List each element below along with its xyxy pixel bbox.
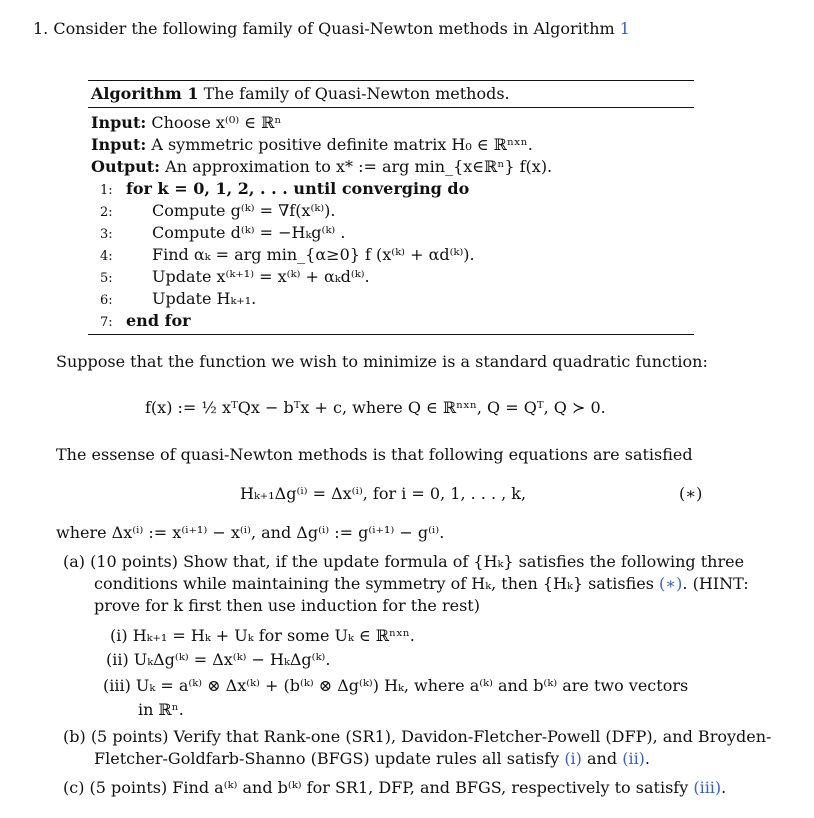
step-text: end for [126, 311, 191, 330]
algorithm-step-1 [100, 179, 469, 198]
part-b-line-1: (b) (5 points) Verify that Rank-one (SR1), Davidon-Fletcher-Powell (DFP), and Broyden- [63, 727, 772, 746]
algorithm-output [91, 157, 552, 176]
algorithm-bottom-rule [88, 334, 694, 335]
algorithm-label: Algorithm 1 [91, 84, 199, 103]
algorithm-step-7 [100, 311, 191, 330]
part-c-line-1 [63, 778, 726, 797]
part-b-and: and [587, 749, 618, 768]
step-text: Compute d⁽ᵏ⁾ = −Hₖg⁽ᵏ⁾ . [152, 223, 346, 242]
condition-ii-ref-link[interactable]: (ii) [622, 749, 645, 768]
problem-intro [33, 19, 630, 38]
input-text: A symmetric positive definite matrix H₀ ∈ ℝⁿˣⁿ. [151, 135, 533, 154]
condition-iii-ref-link[interactable]: (iii) [693, 778, 722, 797]
condition-ii: (ii) UₖΔg⁽ᵏ⁾ = Δx⁽ᵏ⁾ − HₖΔg⁽ᵏ⁾. [106, 650, 331, 669]
step-number: 2: [100, 205, 113, 220]
quadratic-equation: f(x) := ½ xᵀQx − bᵀx + c, where Q ∈ ℝⁿˣⁿ, Q = Qᵀ, Q ≻ 0. [145, 398, 606, 417]
step-text: Find αₖ = arg min_{α≥0} f (x⁽ᵏ⁾ + αd⁽ᵏ⁾). [152, 245, 475, 264]
step-number: 7: [100, 315, 113, 330]
algorithm-caption [91, 84, 510, 103]
secant-equation: Hₖ₊₁Δg⁽ⁱ⁾ = Δx⁽ⁱ⁾, for i = 0, 1, . . . , k, [240, 484, 527, 503]
algorithm-step-5 [100, 267, 370, 286]
step-number: 6: [100, 293, 113, 308]
output-text: An approximation to x* := arg min_{x∈ℝⁿ} f(x). [165, 157, 553, 176]
algorithm-input-1 [91, 113, 281, 132]
input-text: Choose x⁽⁰⁾ ∈ ℝⁿ [151, 113, 282, 132]
algorithm-caption-rule [88, 107, 694, 108]
equation-tag: (∗) [679, 484, 703, 503]
suppose-text: Suppose that the function we wish to minimize is a standard quadratic function: [56, 352, 708, 371]
part-a-line-3: prove for k first then use induction for the rest) [94, 596, 480, 615]
essense-text: The essense of quasi-Newton methods is that following equations are satisfied [56, 445, 693, 464]
step-number: 1: [100, 183, 113, 198]
step-number: 3: [100, 227, 113, 242]
algorithm-ref-link[interactable]: 1 [619, 19, 630, 38]
problem-intro-text: Consider the following family of Quasi-Newton methods in Algorithm [53, 19, 615, 38]
input-label: Input: [91, 113, 147, 132]
part-b-text: Fletcher-Goldfarb-Shanno (BFGS) update rules all satisfy [94, 749, 560, 768]
condition-i-ref-link[interactable]: (i) [564, 749, 582, 768]
part-b-line-2 [94, 749, 650, 768]
step-text: Update Hₖ₊₁. [152, 289, 257, 308]
step-number: 5: [100, 271, 113, 286]
step-number: 4: [100, 249, 113, 264]
equation-ref-link[interactable]: (∗) [659, 574, 683, 593]
output-label: Output: [91, 157, 161, 176]
step-text: Compute g⁽ᵏ⁾ = ∇f(x⁽ᵏ⁾). [152, 201, 336, 220]
algorithm-top-rule [88, 80, 694, 81]
part-a-line-2 [94, 574, 749, 593]
algorithm-step-2 [100, 201, 335, 220]
algorithm-step-4 [100, 245, 475, 264]
part-c-text: (c) (5 points) Find a⁽ᵏ⁾ and b⁽ᵏ⁾ for SR1, DFP, and BFGS, respectively to satisfy [63, 778, 689, 797]
hint-label: . (HINT: [682, 574, 749, 593]
step-text: Update x⁽ᵏ⁺¹⁾ = x⁽ᵏ⁾ + αₖd⁽ᵏ⁾. [152, 267, 370, 286]
input-label: Input: [91, 135, 147, 154]
algorithm-input-2 [91, 135, 533, 154]
algorithm-title: The family of Quasi-Newton methods. [203, 84, 510, 103]
part-b-end: . [644, 749, 651, 768]
part-a-line-1: (a) (10 points) Show that, if the update formula of {Hₖ} satisfies the following three [63, 552, 745, 571]
part-c-end: . [721, 778, 727, 797]
problem-number: 1. [33, 19, 49, 38]
algorithm-step-6 [100, 289, 256, 308]
algorithm-step-3 [100, 223, 345, 242]
where-text: where Δx⁽ⁱ⁾ := x⁽ⁱ⁺¹⁾ − x⁽ⁱ⁾, and Δg⁽ⁱ⁾ := g⁽ⁱ⁺¹⁾ − g⁽ⁱ⁾. [56, 523, 445, 542]
step-text: for k = 0, 1, 2, . . . until converging do [126, 179, 470, 198]
condition-i: (i) Hₖ₊₁ = Hₖ + Uₖ for some Uₖ ∈ ℝⁿˣⁿ. [110, 626, 415, 645]
condition-iii-line-2: in ℝⁿ. [138, 700, 184, 719]
condition-iii-line-1: (iii) Uₖ = a⁽ᵏ⁾ ⊗ Δx⁽ᵏ⁾ + (b⁽ᵏ⁾ ⊗ Δg⁽ᵏ⁾) Hₖ, where a⁽ᵏ⁾ and b⁽ᵏ⁾ are two vectors [103, 676, 689, 695]
part-a-text: conditions while maintaining the symmetry of Hₖ, then {Hₖ} satisfies [94, 574, 654, 593]
